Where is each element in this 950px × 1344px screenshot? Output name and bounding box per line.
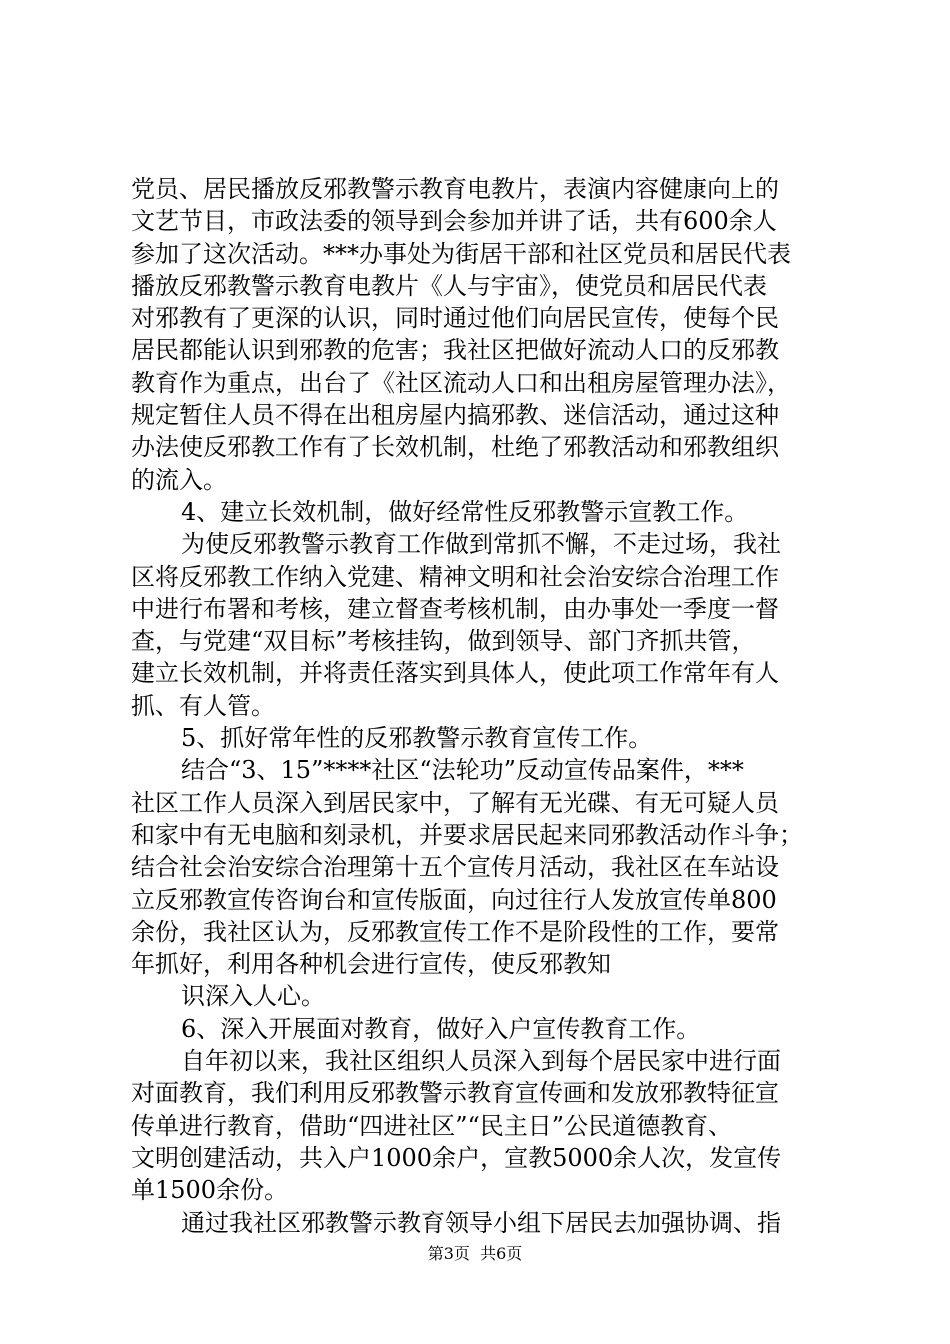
text-line: 的流入。 [131, 465, 227, 494]
text-line: 和家中有无电脑和刻录机，并要求居民起来同邪教活动作斗争； [131, 820, 803, 849]
text-line: 6、深入开展面对教育，做好入户宣传教育工作。 [181, 1014, 701, 1043]
text-line: 单1500余份。 [131, 1176, 289, 1205]
text-line: 传单进行教育，借助“四进社区”“民主日”公民道德教育、 [131, 1111, 733, 1140]
paragraph [131, 722, 831, 787]
text-line: 自年初以来，我社区组织人员深入到每个居民家中进行面 [181, 1047, 781, 1076]
paragraph [131, 1207, 831, 1239]
text-line: 社区工作人员深入到居民家中，了解有无光碟、有无可疑人员 [131, 788, 779, 817]
text-line: 对面教育，我们利用反邪教警示教育宣传画和发放邪教特征宣 [131, 1079, 779, 1108]
paragraph [131, 528, 831, 560]
text-line: 为使反邪教警示教育工作做到常抓不懈，不走过场，我社 [181, 530, 781, 559]
page-footer: 第3页 共6页 [427, 1244, 523, 1263]
text-line: 4、建立长效机制，做好经常性反邪教警示宣教工作。 [181, 497, 749, 526]
text-line: 居民都能认识到邪教的危害；我社区把做好流动人口的反邪教 [131, 336, 779, 365]
text-line: 年抓好，利用各种机会进行宣传，使反邪教知 [131, 950, 611, 979]
paragraph [131, 787, 831, 981]
text-line: 文艺节目，市政法委的领导到会参加并讲了话，共有600余人 [131, 207, 777, 236]
text-line: 抓、有人管。 [131, 691, 275, 720]
text-line: 区将反邪教工作纳入党建、精神文明和社会治安综合治理工作 [131, 562, 779, 591]
text-line: 中进行布署和考核，建立督查考核机制，由办事处一季度一督 [131, 594, 779, 623]
text-line: 5、抓好常年性的反邪教警示教育宣传工作。 [181, 724, 653, 753]
text-line: 立反邪教宣传咨询台和宣传版面，向过往行人发放宣传单800 [131, 885, 777, 914]
text-line: 结合“3、15”****社区“法轮功”反动宣传品案件，*** [181, 756, 744, 785]
text-line: 教育作为重点，出台了《社区流动人口和出租房屋管理办法》， [131, 368, 791, 397]
text-line: 参加了这次活动。***办事处为街居干部和社区党员和居民代表 [131, 239, 791, 268]
text-line: 余份，我社区认为，反邪教宣传工作不是阶段性的工作，要常 [131, 917, 779, 946]
text-line: 建立长效机制，并将责任落实到具体人，使此项工作常年有人 [131, 659, 779, 688]
text-line: 通过我社区邪教警示教育领导小组下居民去加强协调、指 [181, 1208, 781, 1237]
text-line: 播放反邪教警示教育电教片《人与宇宙》，使党员和居民代表 [131, 271, 767, 300]
body-text [131, 173, 831, 1239]
paragraph [131, 173, 831, 496]
text-line: 文明创建活动，共入户1000余户，宣教5000余人次，发宣传 [131, 1143, 782, 1172]
paragraph [131, 980, 831, 1077]
text-line: 对邪教有了更深的认识，同时通过他们向居民宣传，使每个民 [131, 304, 779, 333]
paragraph [131, 1077, 831, 1206]
text-line: 查，与党建“双目标”考核挂钩，做到领导、部门齐抓共管， [131, 627, 756, 656]
text-line: 规定暂住人员不得在出租房屋内搞邪教、迷信活动，通过这种 [131, 401, 779, 430]
paragraph [131, 496, 831, 528]
text-line: 识深入人心。 [181, 982, 325, 1011]
text-line: 办法使反邪教工作有了长效机制，杜绝了邪教活动和邪教组织 [131, 433, 779, 462]
paragraph [131, 561, 831, 722]
text-line: 党员、居民播放反邪教警示教育电教片，表演内容健康向上的 [131, 175, 779, 203]
text-line: 结合社会治安综合治理第十五个宣传月活动，我社区在车站设 [131, 853, 779, 882]
